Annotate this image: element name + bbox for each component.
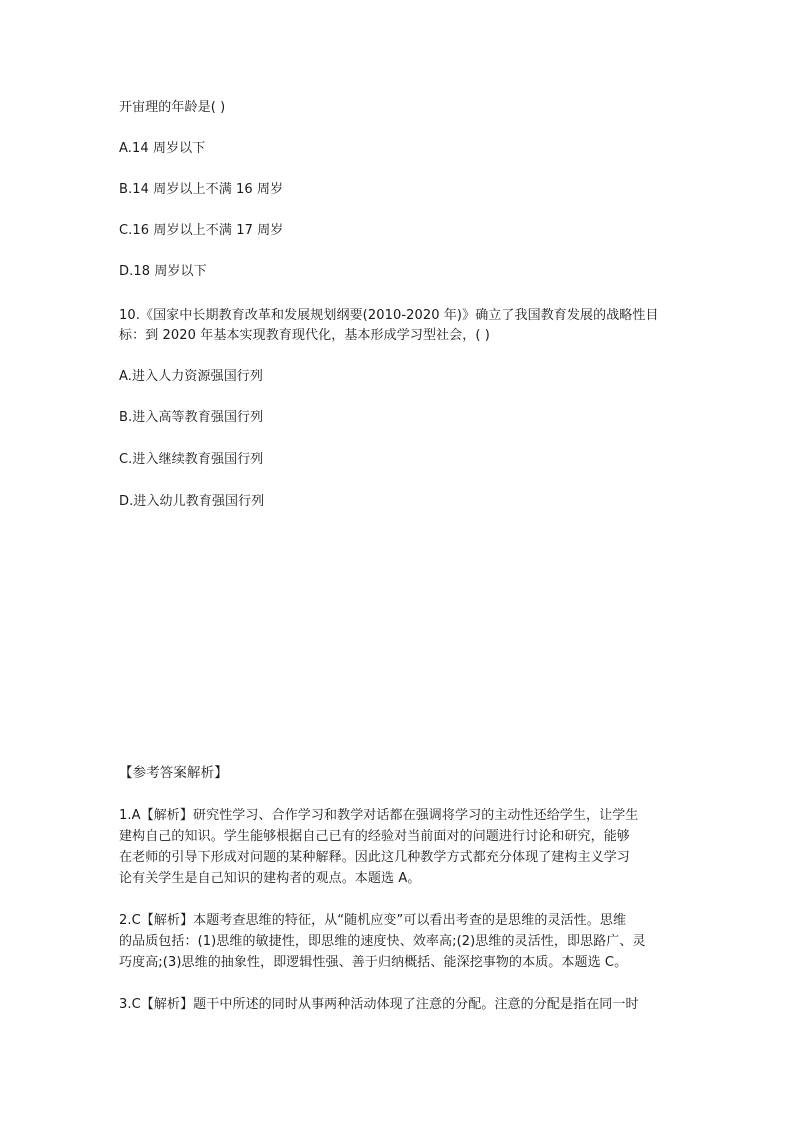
question-10-option-c: C.进入继续教育强国行列 [119, 452, 264, 467]
answer-3-line-1: 3.C【解析】题干中所述的同时从事两种活动体现了注意的分配。注意的分配是指在同一时 [119, 997, 639, 1012]
question-10-option-b: B.进入高等教育强国行列 [119, 410, 264, 425]
answer-2-line-3: 巧度高;(3)思维的抽象性，即逻辑性强、善于归纳概括、能深挖事物的本质。本题选 C。 [119, 955, 628, 970]
question-10-stem-line-2: 标：到 2020 年基本实现教育现代化，基本形成学习型社会，( ) [119, 328, 490, 343]
answer-1-line-3: 在老师的引导下形成对问题的某种解释。因此这几种教学方式都充分体现了建构主义学习 [119, 850, 630, 865]
answer-1-line-1: 1.A【解析】研究性学习、合作学习和教学对话都在强调将学习的主动性还给学生，让学生 [119, 808, 639, 823]
question-9-option-a: A.14 周岁以下 [119, 141, 206, 156]
answer-1-line-4: 论有关学生是自己知识的建构者的观点。本题选 A。 [119, 871, 421, 886]
answer-2-line-1: 2.C【解析】本题考查思维的特征，从“随机应变”可以看出考查的是思维的灵活性。思维 [119, 913, 627, 928]
question-9-option-d: D.18 周岁以下 [119, 264, 207, 279]
answer-1-line-2: 建构自己的知识。学生能够根据自己已有的经验对当前面对的问题进行讨论和研究，能够 [119, 829, 630, 844]
answer-2-line-2: 的品质包括：(1)思维的敏捷性，即思维的速度快、效率高;(2)思维的灵活性，即思路广、灵 [119, 934, 646, 949]
question-10-option-a: A.进入人力资源强国行列 [119, 369, 263, 384]
question-9-option-c: C.16 周岁以上不满 17 周岁 [119, 223, 284, 238]
question-10-option-d: D.进入幼儿教育强国行列 [119, 494, 265, 509]
question-9-stem: 开宙理的年龄是( ) [119, 100, 226, 115]
question-9-option-b: B.14 周岁以上不满 16 周岁 [119, 182, 284, 197]
answers-heading: 【参考答案解析】 [119, 765, 228, 781]
question-10-stem-line-1: 10.《国家中长期教育改革和发展规划纲要(2010-2020 年)》确立了我国教育发展的战略性目 [119, 308, 659, 323]
